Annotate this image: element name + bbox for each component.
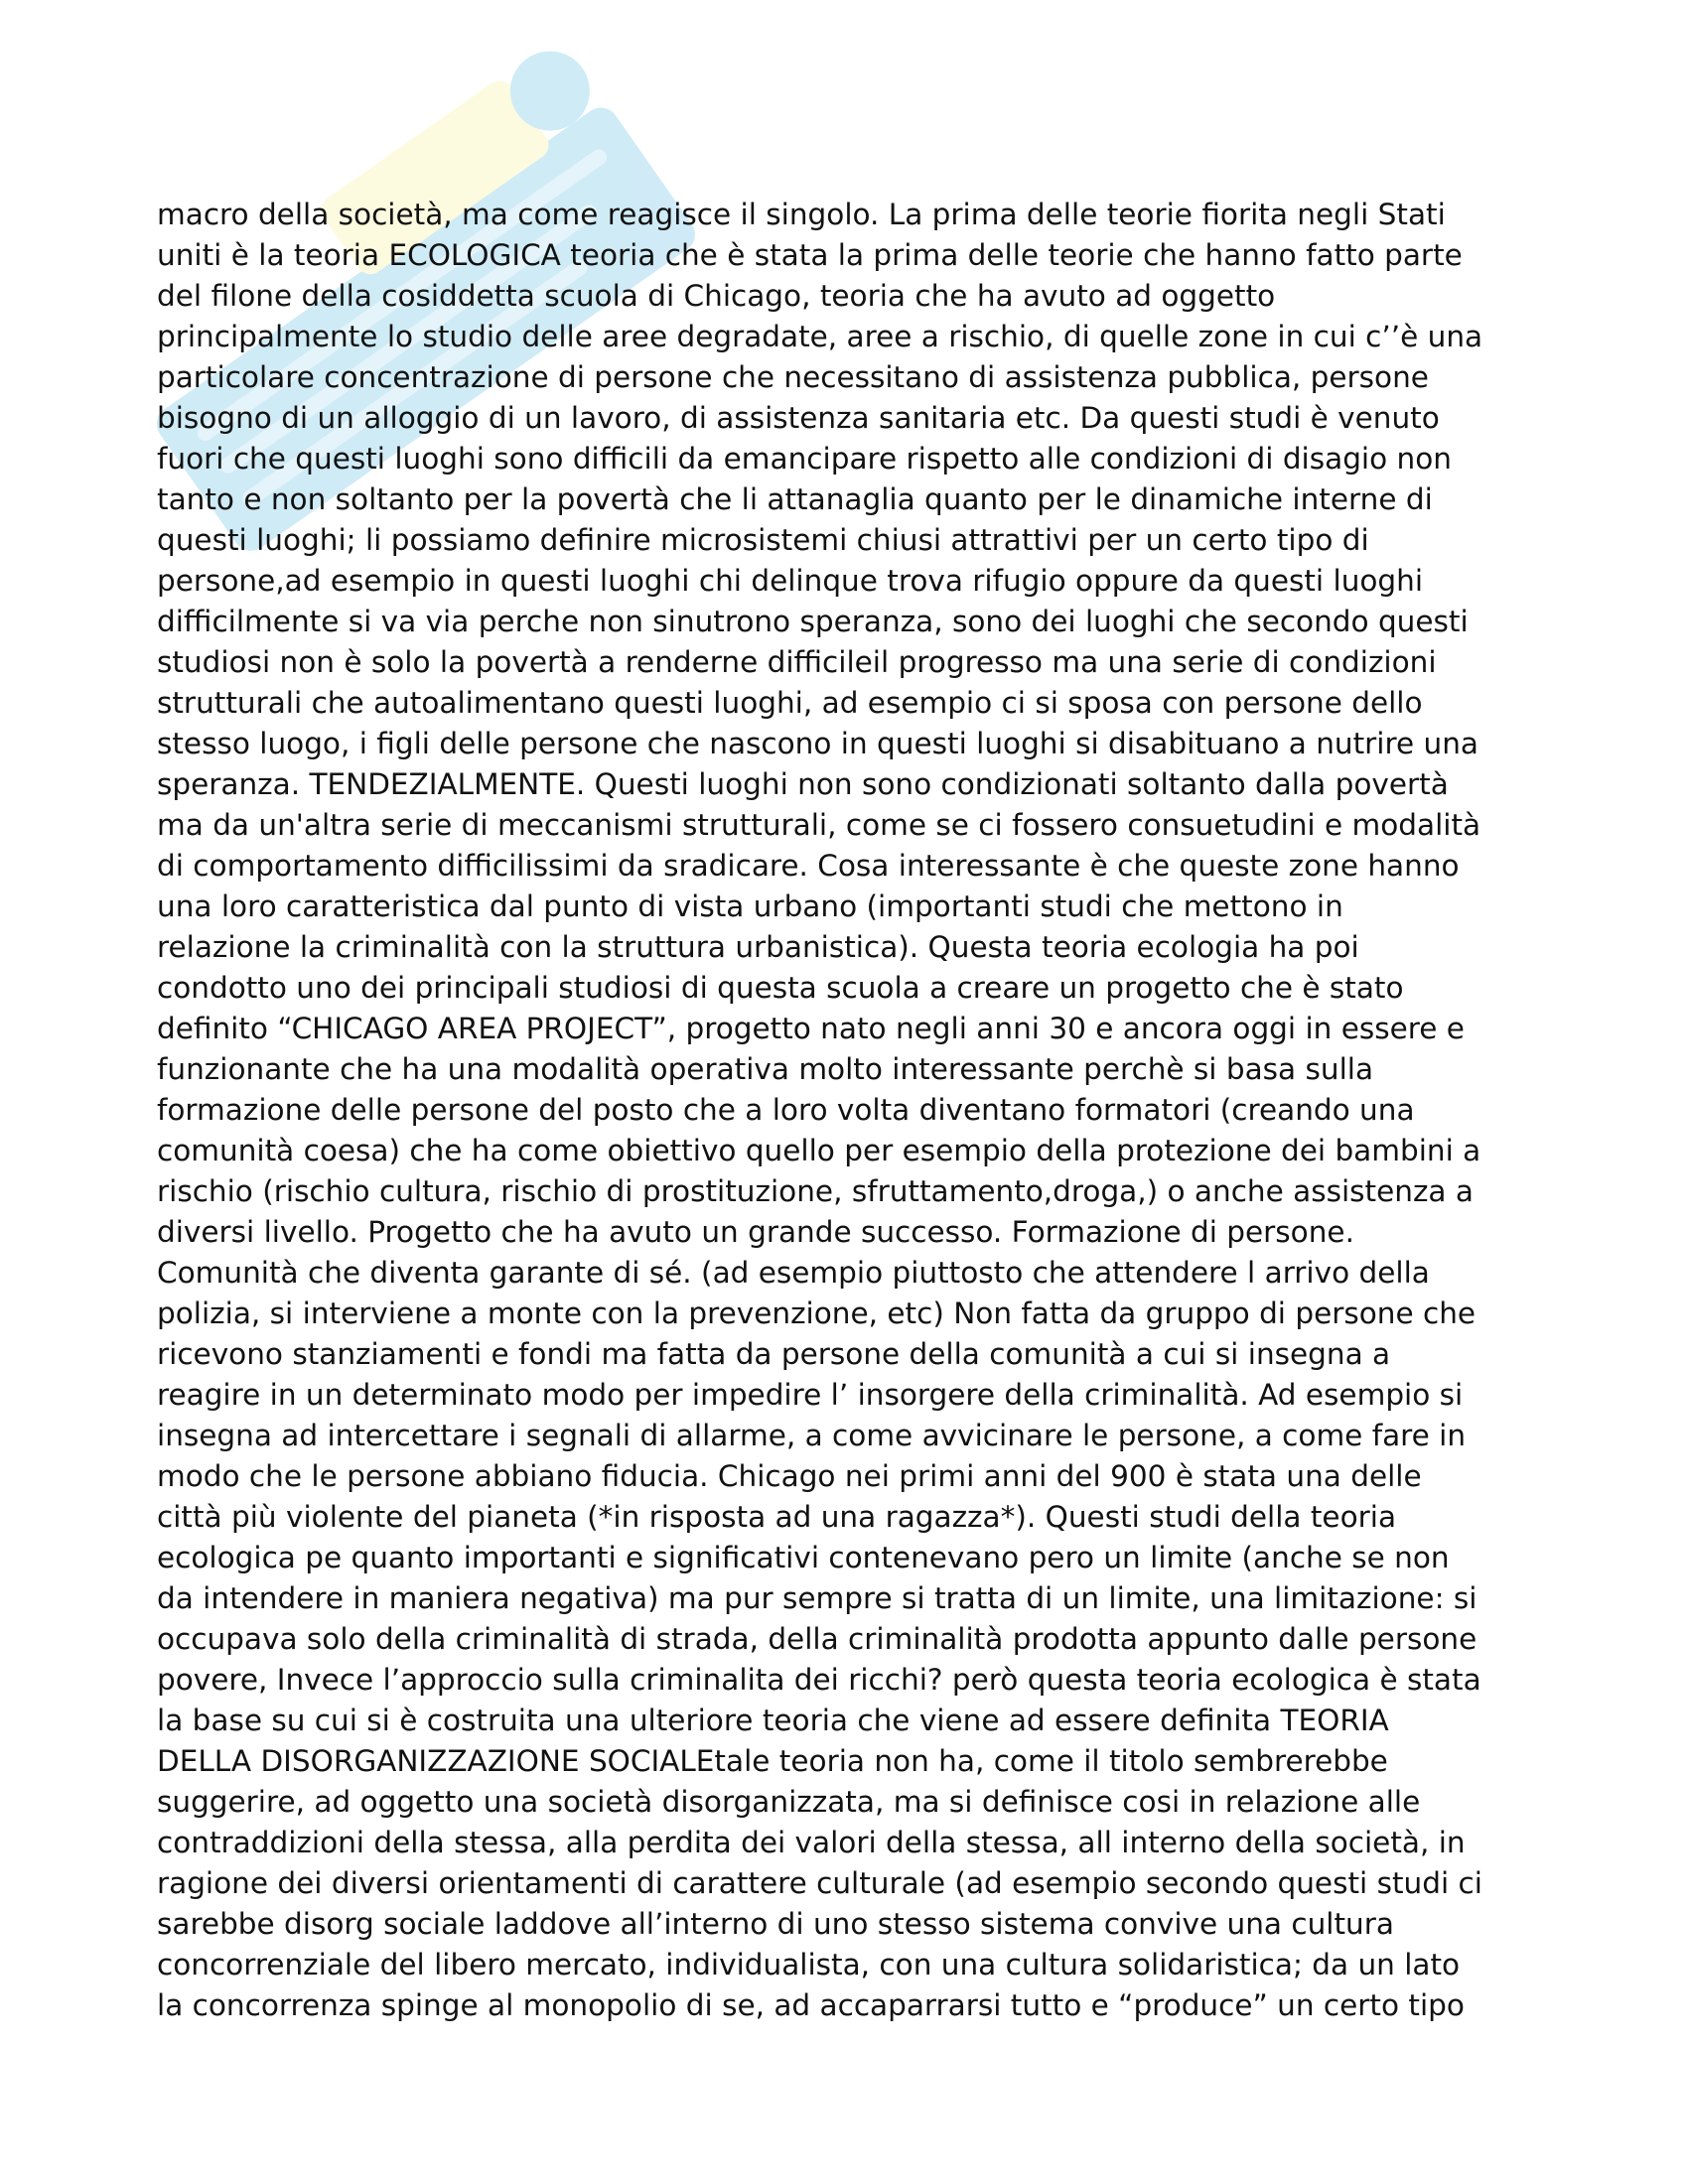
document-body — [157, 195, 1547, 2026]
text-line: persone,ad esempio in questi luoghi chi delinque trova rifugio oppure da questi luoghi — [157, 564, 1424, 598]
text-line: suggerire, ad oggetto una società disorganizzata, ma si definisce cosi in relazione alle — [157, 1785, 1421, 1819]
text-line: una loro caratteristica dal punto di vista urbano (importanti studi che mettono in — [157, 889, 1343, 923]
text-line: la base su cui si è costruita una ulteriore teoria che viene ad essere definita TEORIA — [157, 1704, 1389, 1737]
text-line: da intendere in maniera negativa) ma pur sempre si tratta di un limite, una limitazione: si — [157, 1581, 1477, 1615]
text-line: ma da un'altra serie di meccanismi strutturali, come se ci fossero consuetudini e modalità — [157, 808, 1481, 842]
text-line: speranza. TENDEZIALMENTE. Questi luoghi non sono condizionati soltanto dalla povertà — [157, 767, 1449, 801]
text-line: principalmente lo studio delle aree degradate, aree a rischio, di quelle zone in cui c’’è una — [157, 320, 1483, 353]
text-line: funzionante che ha una modalità operativa molto interessante perchè si basa sulla — [157, 1052, 1374, 1086]
text-line: DELLA DISORGANIZZAZIONE SOCIALEtale teoria non ha, come il titolo sembrerebbe — [157, 1744, 1388, 1778]
text-line: condotto uno dei principali studiosi di questa scuola a creare un progetto che è stato — [157, 971, 1404, 1005]
text-line: definito “CHICAGO AREA PROJECT”, progetto nato negli anni 30 e ancora oggi in essere e — [157, 1012, 1465, 1045]
text-line: particolare concentrazione di persone che necessitano di assistenza pubblica, persone — [157, 360, 1429, 394]
text-line: uniti è la teoria ECOLOGICA teoria che è stata la prima delle teorie che hanno fatto parte — [157, 238, 1463, 272]
text-line: rischio (rischio cultura, rischio di prostituzione, sfruttamento,droga,) o anche assistenza a — [157, 1174, 1474, 1208]
text-line: diversi livello. Progetto che ha avuto un grande successo. Formazione di persone. — [157, 1215, 1354, 1249]
text-line: stesso luogo, i figli delle persone che nascono in questi luoghi si disabituano a nutrire una — [157, 727, 1478, 760]
text-line: di comportamento difficilissimi da sradicare. Cosa interessante è che queste zone hanno — [157, 849, 1460, 883]
text-line: ragione dei diversi orientamenti di carattere culturale (ad esempio secondo questi studi ci — [157, 1866, 1482, 1900]
text-line: sarebbe disorg sociale laddove all’interno di uno stesso sistema convive una cultura — [157, 1907, 1394, 1941]
text-line: difficilmente si va via perche non sinutrono speranza, sono dei luoghi che secondo questi — [157, 605, 1469, 638]
text-line: Comunità che diventa garante di sé. (ad esempio piuttosto che attendere l arrivo della — [157, 1256, 1430, 1290]
text-line: fuori che questi luoghi sono difficili da emancipare rispetto alle condizioni di disagio non — [157, 442, 1452, 476]
text-line: comunità coesa) che ha come obiettivo quello per esempio della protezione dei bambini a — [157, 1134, 1481, 1167]
text-line: studiosi non è solo la povertà a renderne difficileil progresso ma una serie di condizioni — [157, 645, 1437, 679]
text-line: modo che le persone abbiano fiducia. Chicago nei primi anni del 900 è stata una delle — [157, 1459, 1422, 1493]
text-line: macro della società, ma come reagisce il singolo. La prima delle teorie fiorita negli Stati — [157, 198, 1446, 231]
text-line: del filone della cosiddetta scuola di Chicago, teoria che ha avuto ad oggetto — [157, 279, 1276, 313]
text-line: occupava solo della criminalità di strada, della criminalità prodotta appunto dalle persone — [157, 1622, 1477, 1656]
text-line: contraddizioni della stessa, alla perdita dei valori della stessa, all interno della società, in — [157, 1826, 1466, 1859]
text-line: concorrenziale del libero mercato, individualista, con una cultura solidaristica; da un lato — [157, 1948, 1461, 1981]
text-line: questi luoghi; li possiamo definire microsistemi chiusi attrattivi per un certo tipo di — [157, 523, 1369, 557]
text-line: polizia, si interviene a monte con la prevenzione, etc) Non fatta da gruppo di persone che — [157, 1297, 1477, 1330]
text-line: la concorrenza spinge al monopolio di se, ad accaparrarsi tutto e “produce” un certo tipo — [157, 1988, 1465, 2022]
text-line: reagire in un determinato modo per impedire l’ insorgere della criminalità. Ad esempio si — [157, 1378, 1464, 1412]
text-line: città più violente del pianeta (*in risposta ad una ragazza*). Questi studi della teoria — [157, 1500, 1397, 1534]
text-line: ricevono stanziamenti e fondi ma fatta da persone della comunità a cui si insegna a — [157, 1337, 1391, 1371]
text-line: bisogno di un alloggio di un lavoro, di assistenza sanitaria etc. Da questi studi è venuto — [157, 401, 1440, 435]
text-line: ecologica pe quanto importanti e significativi contenevano pero un limite (anche se non — [157, 1541, 1450, 1574]
text-line: insegna ad intercettare i segnali di allarme, a come avvicinare le persone, a come fare in — [157, 1419, 1467, 1452]
text-line: relazione la criminalità con la struttura urbanistica). Questa teoria ecologia ha poi — [157, 930, 1359, 964]
text-line: povere, Invece l’approccio sulla criminalita dei ricchi? però questa teoria ecologica è stata — [157, 1663, 1481, 1697]
text-line: strutturali che autoalimentano questi luoghi, ad esempio ci si sposa con persone dello — [157, 686, 1423, 720]
text-line: formazione delle persone del posto che a loro volta diventano formatori (creando una — [157, 1093, 1415, 1127]
text-line: tanto e non soltanto per la povertà che li attanaglia quanto per le dinamiche interne di — [157, 482, 1433, 516]
